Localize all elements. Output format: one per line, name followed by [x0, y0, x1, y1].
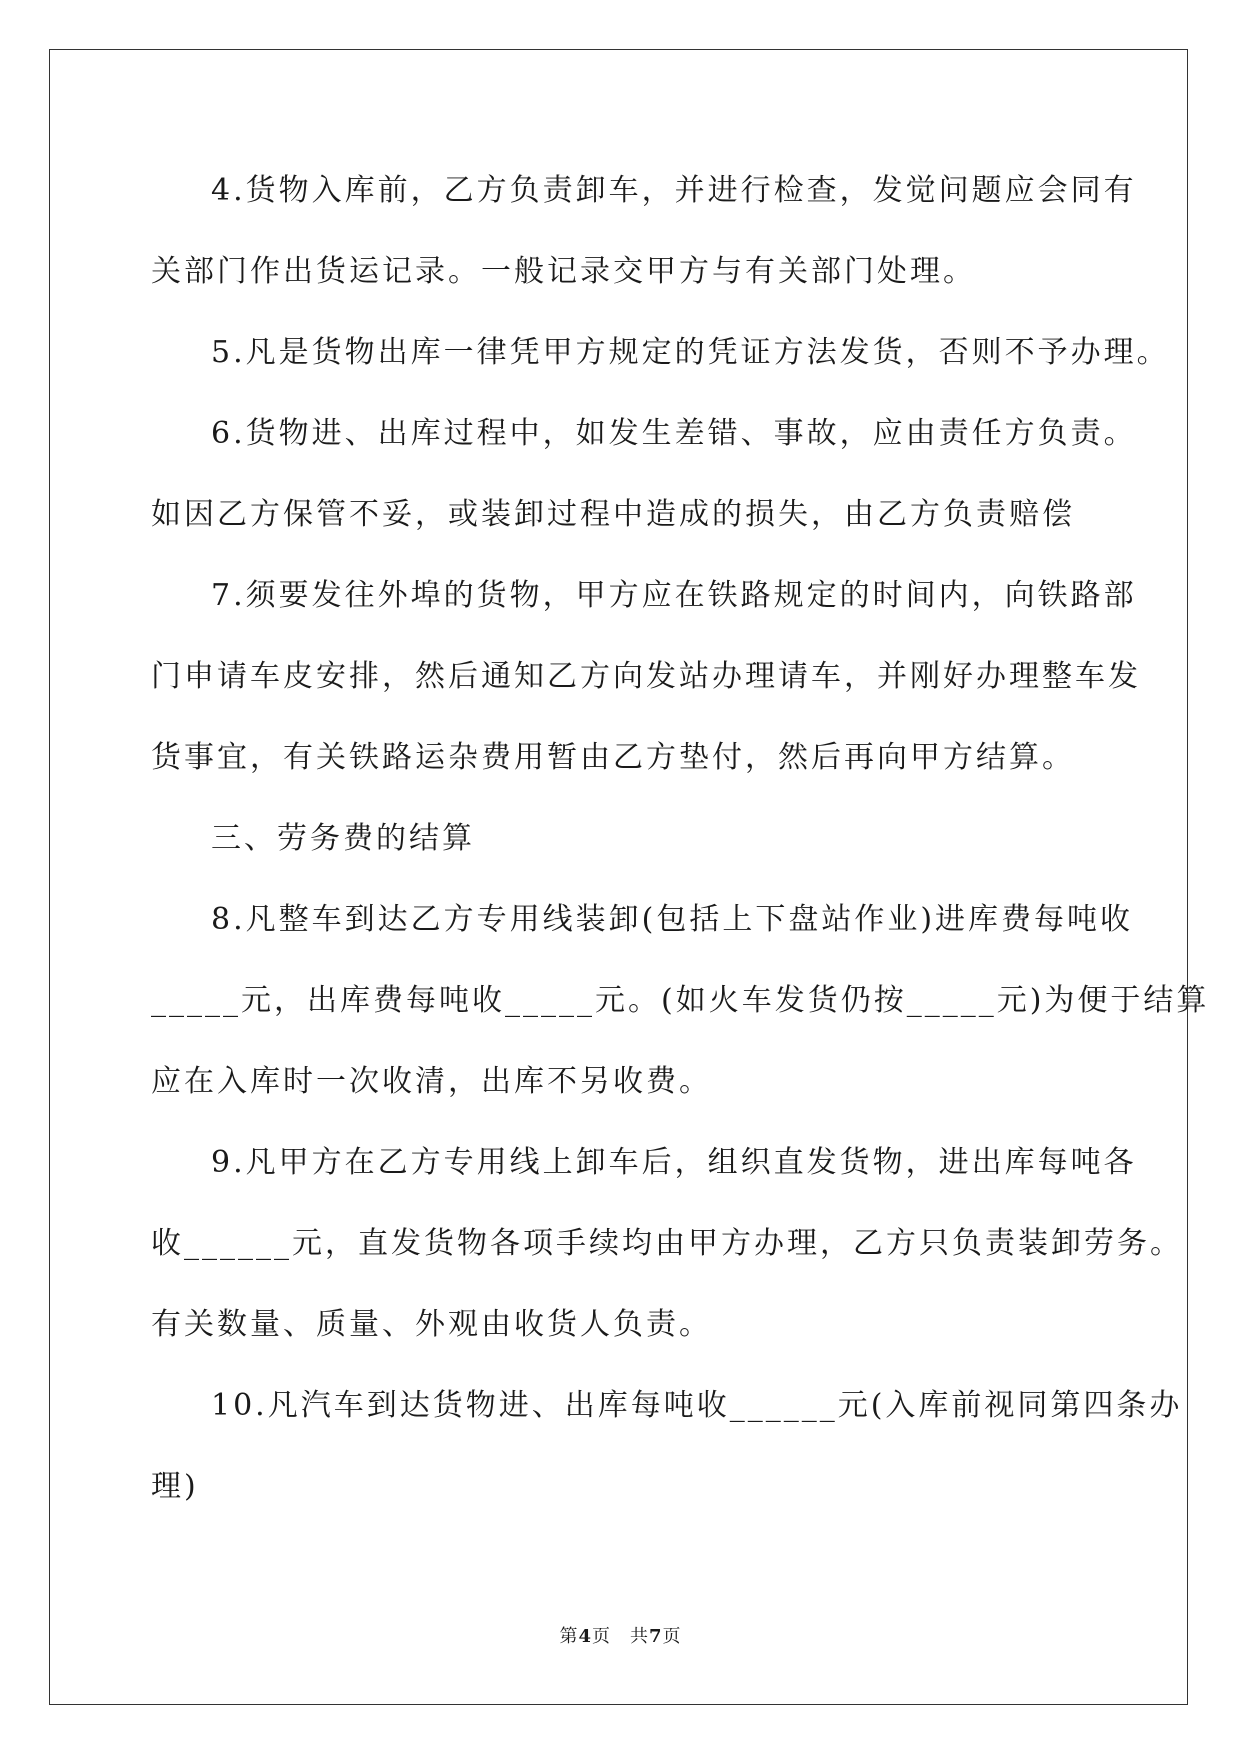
footer-middle: 页 共 — [592, 1626, 649, 1647]
paragraph-8-line-1: 8.凡整车到达乙方专用线装卸(包括上下盘站作业)进库费每吨收 — [211, 902, 1134, 937]
paragraph-4-line-1: 4.货物入库前，乙方负责卸车，并进行检查，发觉问题应会同有 — [211, 173, 1137, 208]
paragraph-8-line-2: _____元，出库费每吨收_____元。(如火车发货仍按_____元)为便于结算 — [151, 983, 1210, 1018]
paragraph-10-line-1: 10.凡汽车到达货物进、出库每吨收______元(入库前视同第四条办 — [211, 1388, 1183, 1423]
paragraph-7-line-1: 7.须要发往外埠的货物，甲方应在铁路规定的时间内，向铁路部 — [211, 578, 1137, 613]
paragraph-8-line-3: 应在入库时一次收清，出库不另收费。 — [151, 1064, 712, 1099]
paragraph-10-line-2: 理) — [151, 1469, 199, 1504]
document-body — [151, 163, 1210, 1540]
page-footer — [0, 1622, 1241, 1648]
paragraph-9-line-3: 有关数量、质量、外观由收货人负责。 — [151, 1307, 712, 1342]
section-heading-3: 三、劳务费的结算 — [211, 821, 475, 856]
paragraph-9-line-1: 9.凡甲方在乙方专用线上卸车后，组织直发货物，进出库每吨各 — [211, 1145, 1137, 1180]
footer-prefix: 第 — [559, 1626, 579, 1647]
paragraph-6-line-2: 如因乙方保管不妥，或装卸过程中造成的损失，由乙方负责赔偿 — [151, 497, 1075, 532]
paragraph-7-line-2: 门申请车皮安排，然后通知乙方向发站办理请车，并刚好办理整车发 — [151, 659, 1141, 694]
footer-total-pages: 7 — [649, 1626, 663, 1647]
paragraph-5-line-1: 5.凡是货物出库一律凭甲方规定的凭证方法发货，否则不予办理。 — [211, 335, 1170, 370]
paragraph-7-line-3: 货事宜，有关铁路运杂费用暂由乙方垫付，然后再向甲方结算。 — [151, 740, 1075, 775]
footer-page-number: 4 — [578, 1626, 592, 1647]
paragraph-6-line-1: 6.货物进、出库过程中，如发生差错、事故，应由责任方负责。 — [211, 416, 1137, 451]
paragraph-9-line-2: 收______元，直发货物各项手续均由甲方办理，乙方只负责装卸劳务。 — [151, 1226, 1183, 1261]
footer-suffix: 页 — [662, 1626, 682, 1647]
paragraph-4-line-2: 关部门作出货运记录。一般记录交甲方与有关部门处理。 — [151, 254, 976, 289]
